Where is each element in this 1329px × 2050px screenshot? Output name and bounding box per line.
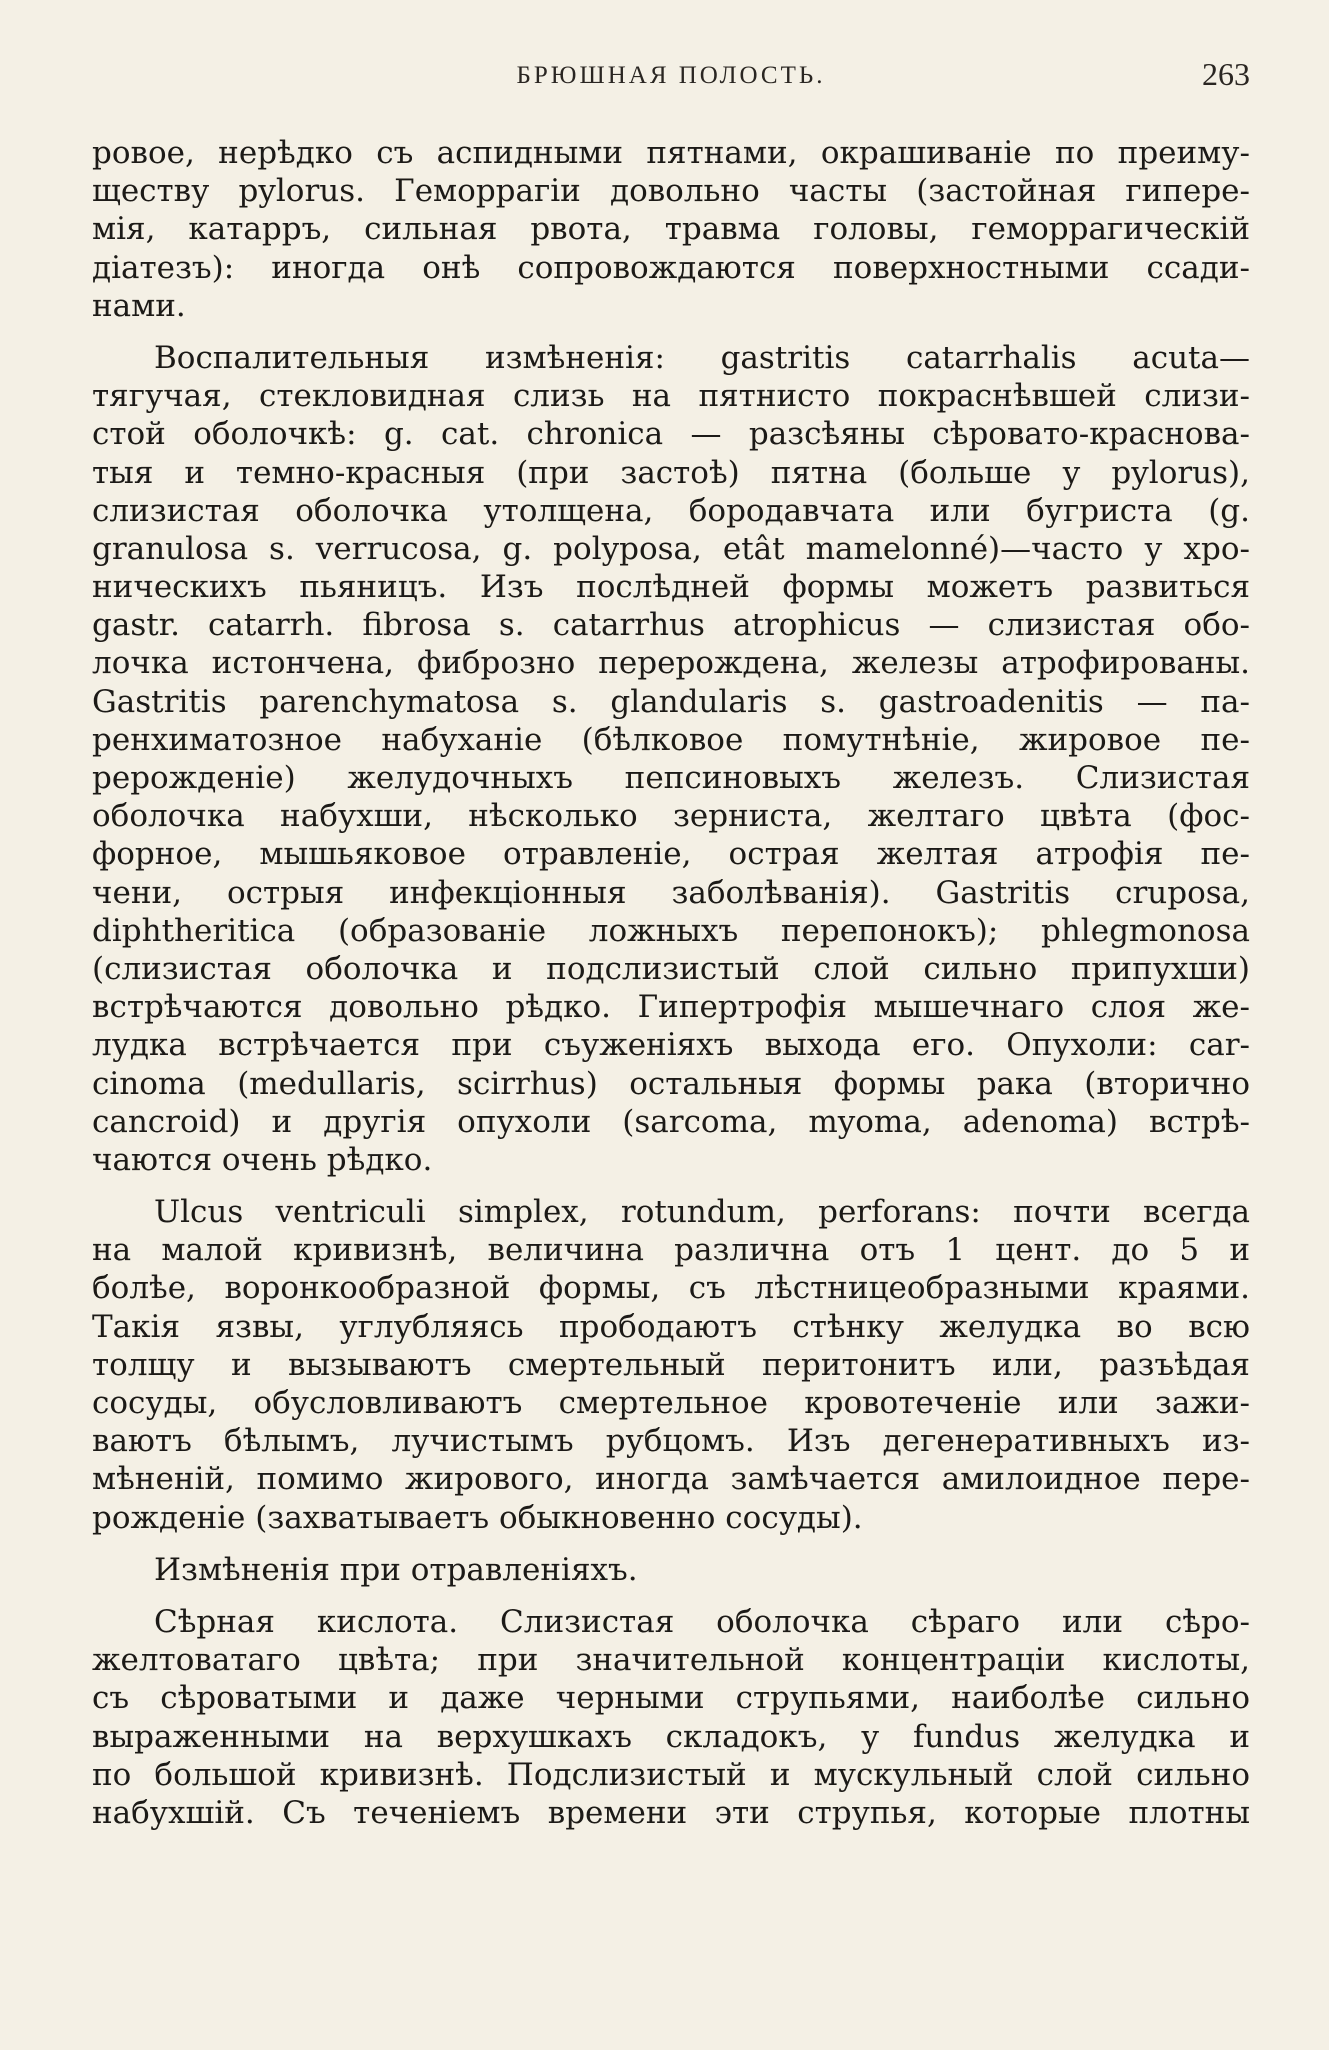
text-line: стой оболочкѣ: g. cat. chronica — разсѣяны сѣровато-краснова- <box>92 416 1250 453</box>
text-line: cinoma (medullaris, scirrhus) остальныя формы рака (вторично <box>92 1065 1250 1102</box>
running-head: БРЮШНАЯ ПОЛОСТЬ. <box>516 62 826 89</box>
text-line: Ulcus ventriculi simplex, rotundum, perforans: почти всегда <box>154 1194 1250 1231</box>
text-line: слизистая оболочка утолщена, бородавчата или бугриста (g. <box>92 492 1250 529</box>
text-line: съ сѣроватыми и даже черными струпьями, наиболѣе сильно <box>92 1680 1250 1717</box>
text-line: болѣе, воронкообразной формы, съ лѣстницеобразными краями. <box>92 1270 1250 1307</box>
text-line: gastr. catarrh. fibrosa s. catarrhus atrophicus — слизистая обо- <box>92 607 1250 644</box>
text-line: оболочка набухши, нѣсколько зерниста, желтаго цвѣта (фос- <box>92 798 1250 835</box>
text-line: форное, мышьяковое отравленiе, острая желтая атрофiя пе- <box>92 836 1250 873</box>
text-line: diphtheritica (образованiе ложныхъ перепонокъ); phlegmonosa <box>92 912 1250 949</box>
text-line: мiя, катарръ, сильная рвота, травма головы, геморрагическiй <box>92 211 1250 248</box>
section-heading <box>92 1551 1250 1589</box>
paragraph <box>92 1603 1250 1832</box>
text-line: рерожденiе) желудочныхъ пепсиновыхъ железъ. Слизистая <box>92 760 1250 796</box>
body-text <box>92 134 1250 1832</box>
page-number: 263 <box>1202 56 1250 92</box>
text-line: толщу и вызываютъ смертельный перитонитъ или, разъѣдая <box>92 1346 1250 1383</box>
text-line: ществу pylorus. Геморрагiи довольно часты (застойная гипере- <box>92 173 1250 210</box>
text-line: тягучая, стекловидная слизь на пятнисто покраснѣвшей слизи- <box>92 378 1250 415</box>
text-line: выраженными на верхушкахъ складокъ, у fundus желудка и <box>92 1718 1250 1755</box>
text-line: ровое, нерѣдко съ аспидными пятнами, окрашиванiе по преиму- <box>92 135 1250 171</box>
text-line: Воспалительныя измѣненiя: gastritis catarrhalis acuta— <box>154 339 1250 376</box>
text-line: дiатезъ): иногда онѣ сопровождаются поверхностными ссади- <box>92 249 1250 286</box>
text-line: по большой кривизнѣ. Подслизистый и мускульный слой сильно <box>92 1756 1250 1793</box>
text-line: Сѣрная кислота. Слизистая оболочка сѣраго или сѣро- <box>154 1603 1250 1640</box>
text-line: чени, острыя инфекцiонныя заболѣванiя). Gastritis cruposa, <box>92 874 1250 911</box>
text-line: мѣненiй, помимо жирового, иногда замѣчается амилоидное пере- <box>92 1461 1250 1498</box>
text-line: Gastritis parenchymatosa s. glandularis s. gastroadenitis — па- <box>92 683 1250 720</box>
text-line: сосуды, обусловливаютъ смертельное кровотеченiе или зажи- <box>92 1385 1250 1421</box>
text-line: тыя и темно-красныя (при застоѣ) пятна (больше у pylorus), <box>92 454 1250 491</box>
text-line: ваютъ бѣлымъ, лучистымъ рубцомъ. Изъ дегенеративныхъ из- <box>92 1423 1250 1460</box>
page-header <box>92 56 1250 96</box>
text-line: набухшiй. Съ теченiемъ времени эти струпья, которые плотны <box>92 1794 1250 1831</box>
paragraph <box>92 134 1250 325</box>
text-line: на малой кривизнѣ, величина различна отъ 1 цент. до 5 и <box>92 1232 1250 1269</box>
paragraph <box>92 1193 1250 1537</box>
text-line: granulosa s. verrucosa, g. polyposa, etât mamelonné)—часто у хро- <box>92 530 1250 567</box>
text-line: ническихъ пьяницъ. Изъ послѣдней формы можетъ развиться <box>92 569 1250 606</box>
text-line: нами. <box>92 287 186 324</box>
text-line: лудка встрѣчается при съуженiяхъ выхода его. Опухоли: car- <box>92 1027 1250 1064</box>
text-line: рожденiе (захватываетъ обыкновенно сосуды). <box>92 1499 863 1536</box>
text-line: встрѣчаются довольно рѣдко. Гипертрофiя мышечнаго слоя же- <box>92 989 1250 1026</box>
text-line: желтоватаго цвѣта; при значительной концентрацiи кислоты, <box>92 1642 1250 1679</box>
text-line: лочка истончена, фиброзно перерождена, железы атрофированы. <box>92 645 1250 682</box>
text-line: чаются очень рѣдко. <box>92 1141 433 1178</box>
text-line: cancroid) и другiя опухоли (sarcoma, myoma, adenoma) встрѣ- <box>92 1103 1250 1140</box>
text-line: Измѣненiя при отравленiяхъ. <box>154 1551 638 1588</box>
text-line: (слизистая оболочка и подслизистый слой сильно припухши) <box>92 950 1250 987</box>
text-line: Такiя язвы, углубляясь прободаютъ стѣнку желудка во всю <box>92 1308 1250 1345</box>
text-line: ренхиматозное набуханiе (бѣлковое помутнѣнiе, жировое пе- <box>92 721 1250 758</box>
paragraph <box>92 339 1250 1179</box>
